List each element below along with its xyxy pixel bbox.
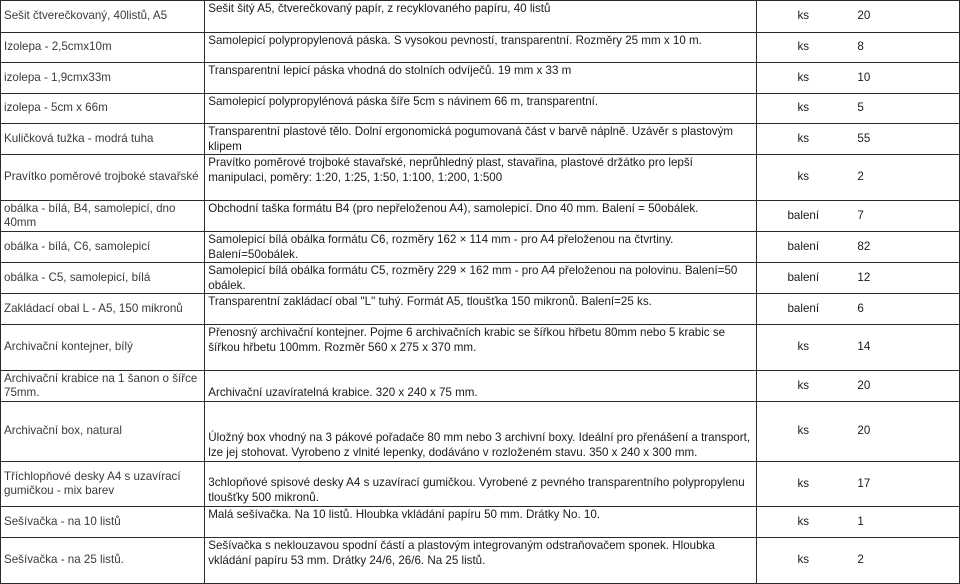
item-quantity: 55 [849, 124, 959, 155]
item-unit: ks [757, 402, 850, 462]
item-name: Kuličková tužka - modrá tuha [1, 124, 205, 155]
item-quantity: 2 [849, 538, 959, 584]
item-name: Tříchlopňové desky A4 s uzavírací gumičkou - mix barev [1, 462, 205, 507]
item-quantity: 5 [849, 94, 959, 124]
table-row [1, 371, 960, 402]
table-row [1, 63, 960, 94]
item-description: Samolepicí polypropylenová páska. S vysokou pevností, transparentní. Rozměry 25 mm x 10 m. [205, 33, 757, 63]
item-unit: ks [757, 94, 850, 124]
item-description: Sešit šitý A5, čtverečkovaný papír, z recyklovaného papíru, 40 listů [205, 1, 757, 33]
item-unit: ks [757, 371, 850, 402]
item-description: Obchodní taška formátu B4 (pro nepřeloženou A4), samolepicí. Dno 40 mm. Balení = 50obálek. [205, 201, 757, 232]
table-row [1, 462, 960, 507]
table-row [1, 232, 960, 263]
item-description: Transparentní plastové tělo. Dolní ergonomická pogumovaná část v barvě náplně. Uzávěr s plastovým klipem [205, 124, 757, 155]
item-name: Sešívačka - na 25 listů. [1, 538, 205, 584]
item-quantity: 7 [849, 201, 959, 232]
item-name: izolepa - 5cm x 66m [1, 94, 205, 124]
table-row [1, 507, 960, 538]
item-description: Archivační uzavíratelná krabice. 320 x 240 x 75 mm. [205, 371, 757, 402]
table-row [1, 155, 960, 201]
item-quantity: 8 [849, 33, 959, 63]
item-description: Samolepicí bílá obálka formátu C5, rozměry 229 × 162 mm - pro A4 přeloženou na polovinu. Balení=50 obálek. [205, 263, 757, 294]
item-description: Malá sešívačka. Na 10 listů. Hloubka vkládání papíru 50 mm. Drátky No. 10. [205, 507, 757, 538]
item-name: Pravítko poměrové trojboké stavařské [1, 155, 205, 201]
table-row [1, 263, 960, 294]
item-quantity: 20 [849, 1, 959, 33]
item-description: Samolepicí bílá obálka formátu C6, rozměry 162 × 114 mm - pro A4 přeloženou na čtvrtiny. Balení=50obálek. [205, 232, 757, 263]
item-name: Archivační box, natural [1, 402, 205, 462]
table-row [1, 33, 960, 63]
item-unit: ks [757, 1, 850, 33]
item-name: Sešit čtverečkovaný, 40listů, A5 [1, 1, 205, 33]
item-unit: balení [757, 232, 850, 263]
item-quantity: 20 [849, 402, 959, 462]
item-description: Samolepicí polypropylénová páska šíře 5cm s návinem 66 m, transparentní. [205, 94, 757, 124]
table-row [1, 325, 960, 371]
item-name: obálka - C5, samolepicí, bílá [1, 263, 205, 294]
table-row [1, 538, 960, 584]
item-name: Zakládací obal L - A5, 150 mikronů [1, 294, 205, 325]
item-name: Sešívačka - na 10 listů [1, 507, 205, 538]
item-description: Úložný box vhodný na 3 pákové pořadače 80 mm nebo 3 archivní boxy. Ideální pro přenášení a transport, lze jej stohovat. Vyrobeno z vlnité lepenky, dodáváno v rozloženém stavu. 350 x 240 x 300 mm. [205, 402, 757, 462]
item-name: obálka - bílá, B4, samolepicí, dno 40mm [1, 201, 205, 232]
item-description: Sešívačka s neklouzavou spodní částí a plastovým integrovaným odstraňovačem sponek. Hloubka vkládání papíru 53 mm. Drátky 24/6, 26/6. Na 25 listů. [205, 538, 757, 584]
item-unit: ks [757, 124, 850, 155]
table-row [1, 402, 960, 462]
item-name: Izolepa - 2,5cmx10m [1, 33, 205, 63]
item-quantity: 20 [849, 371, 959, 402]
table-row [1, 124, 960, 155]
item-unit: ks [757, 33, 850, 63]
item-unit: ks [757, 63, 850, 94]
table-body [1, 1, 960, 584]
item-description: Transparentní zakládací obal "L" tuhý. Formát A5, tloušťka 150 mikronů. Balení=25 ks. [205, 294, 757, 325]
item-quantity: 14 [849, 325, 959, 371]
item-description: Pravítko poměrové trojboké stavařské, neprůhledný plast, stavařina, plastové držátko pro lepší manipulaci, poměry: 1:20, 1:25, 1:50, 1:100, 1:200, 1:500 [205, 155, 757, 201]
item-name: obálka - bílá, C6, samolepicí [1, 232, 205, 263]
table-row [1, 294, 960, 325]
item-description: 3chlopňové spisové desky A4 s uzavírací gumičkou. Vyrobené z pevného transparentního polypropylenu tloušťky 500 mikronů. [205, 462, 757, 507]
item-unit: ks [757, 538, 850, 584]
item-quantity: 17 [849, 462, 959, 507]
item-unit: ks [757, 325, 850, 371]
item-unit: ks [757, 155, 850, 201]
item-name: izolepa - 1,9cmx33m [1, 63, 205, 94]
item-unit: balení [757, 263, 850, 294]
item-description: Transparentní lepicí páska vhodná do stolních odvíječů. 19 mm x 33 m [205, 63, 757, 94]
item-name: Archivační krabice na 1 šanon o šířce 75mm. [1, 371, 205, 402]
table-row [1, 1, 960, 33]
item-quantity: 2 [849, 155, 959, 201]
item-quantity: 82 [849, 232, 959, 263]
item-quantity: 1 [849, 507, 959, 538]
table-row [1, 94, 960, 124]
item-quantity: 6 [849, 294, 959, 325]
item-unit: balení [757, 294, 850, 325]
item-unit: ks [757, 507, 850, 538]
table-row [1, 201, 960, 232]
item-unit: balení [757, 201, 850, 232]
item-name: Archivační kontejner, bílý [1, 325, 205, 371]
item-quantity: 12 [849, 263, 959, 294]
item-unit: ks [757, 462, 850, 507]
item-quantity: 10 [849, 63, 959, 94]
item-description: Přenosný archivační kontejner. Pojme 6 archivačních krabic se šířkou hřbetu 80mm nebo 5 krabic se šířkou hřbetu 100mm. Rozměr 560 x 275 x 370 mm. [205, 325, 757, 371]
